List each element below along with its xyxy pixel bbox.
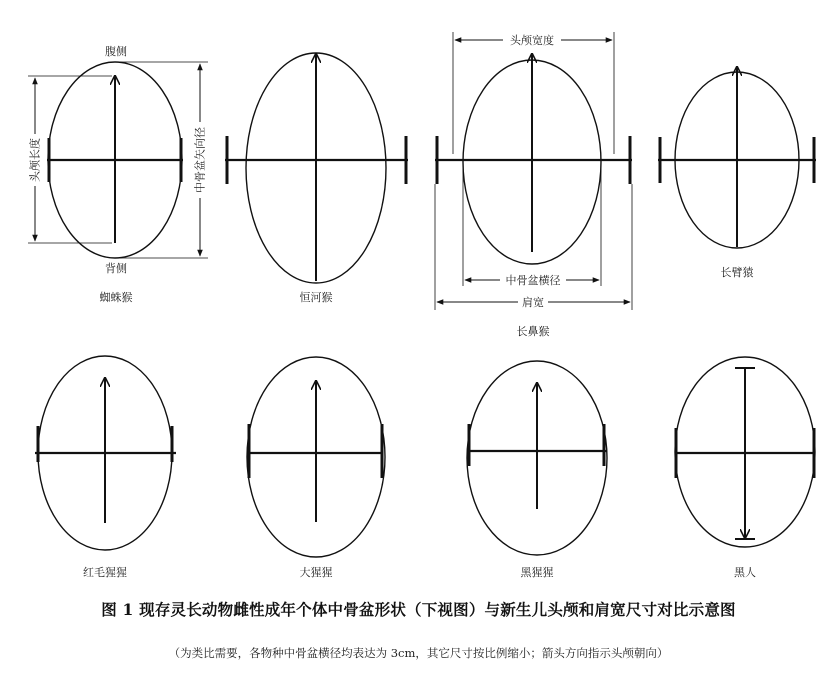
species-label: 蜘蛛猴	[99, 291, 133, 304]
shoulder-width-label: 肩宽	[522, 296, 544, 309]
head-width-label: 头颅宽度	[510, 34, 554, 47]
species-label: 大猩猩	[299, 566, 333, 579]
figure-caption-title: 图 1 现存灵长动物雌性成年个体中骨盆形状（下视图）与新生儿头颅和肩宽尺寸对比示意图	[101, 600, 736, 619]
species-label: 长臂猿	[720, 266, 754, 279]
figure-caption-note: （为类比需要，各物种中骨盆横径均表达为 3cm，其它尺寸按比例缩小；箭头方向指示头颅朝向）	[168, 646, 669, 660]
transverse-label: 中骨盆横径	[505, 274, 561, 287]
species-label: 红毛猩猩	[83, 566, 127, 579]
chimpanzee-pelvis	[467, 361, 607, 555]
species-label: 黑人	[734, 566, 756, 579]
species-label: 长鼻猴	[516, 325, 550, 338]
dorsal-label: 背侧	[105, 262, 127, 275]
rhesus-pelvis	[225, 53, 408, 283]
human-pelvis	[675, 357, 815, 547]
sagittal-label: 中骨盆矢向径	[193, 127, 207, 193]
gorilla-pelvis	[247, 357, 385, 557]
ventral-label: 腹侧	[105, 45, 127, 58]
gibbon-pelvis	[658, 67, 816, 248]
species-label: 恒河猴	[299, 291, 333, 304]
orangutan-pelvis	[35, 356, 176, 550]
head-length-label: 头颅长度	[28, 138, 42, 182]
species-label: 黑猩猩	[520, 566, 554, 579]
spider-monkey-pelvis	[28, 62, 208, 258]
proboscis-monkey-pelvis	[435, 32, 632, 310]
